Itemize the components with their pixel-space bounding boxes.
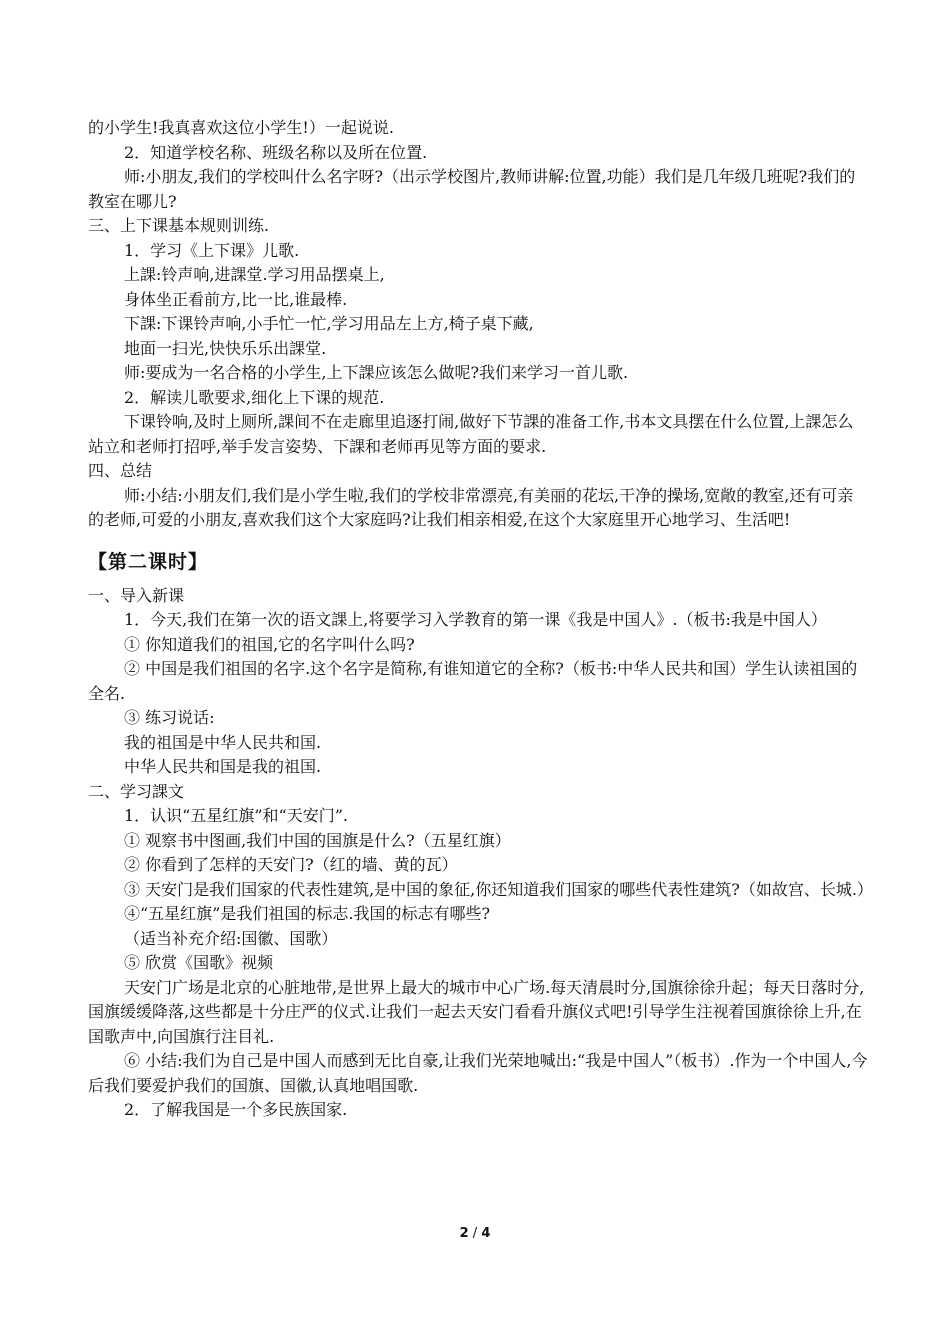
speaker-prefix: 师: xyxy=(124,485,146,505)
paragraph: 中华人民共和国是我的祖国. xyxy=(124,757,322,776)
song-line: 地面一扫光,快快乐乐出課堂. xyxy=(124,338,327,358)
paragraph: 2．知道学校名称、班级名称以及所在位置. xyxy=(124,142,428,162)
paragraph: 1．认识“五星红旗”和“天安门”. xyxy=(124,806,348,825)
paragraph: 2．了解我国是一个多民族国家. xyxy=(124,1100,348,1119)
total-pages: 4 xyxy=(481,1226,491,1241)
section-heading: 三、上下课基本规则训练. xyxy=(88,216,270,235)
paragraph: 师:小朋友,我们的学校叫什么名字呀?（出示学校图片,教师讲解:位置,功能）我们是几年级几班呢?我们的教室在哪儿? xyxy=(88,167,856,211)
paragraph: 1．今天,我们在第一次的语文課上,将要学习入学教育的第一课《我是中国人》.（板书:我是中国人） xyxy=(124,610,827,629)
paragraph: 1．学习《上下课》儿歌. xyxy=(124,240,300,260)
paragraph-text: 小结:小朋友们,我们是小学生啦,我们的学校非常漂亮,有美丽的花坛,干净的操场,宽敞的教室,还有可亲的老师,可爱的小朋友,喜欢我们这个大家庭吗?让我们相亲相爱,在这个大家庭里开心地学习、生活吧! xyxy=(88,485,854,529)
paragraph: 下课铃响,及时上厕所,課间不在走廊里追逐打闹,做好下节課的准备工作,书本文具摆在什么位置,上課怎么站立和老师打招呼,举手发言姿势、下課和老师再见等方面的要求. xyxy=(88,412,854,456)
section-heading: 二、学习課文 xyxy=(88,781,185,801)
paragraph: ⑥ 小结:我们为自己是中国人而感到无比自豪,让我们光荣地喊出:“我是中国人”（板书）.作为一个中国人,今后我们要爱护我们的国旗、国徽,认真地唱国歌. xyxy=(88,1051,868,1095)
document-body xyxy=(88,116,873,1123)
paragraph: ⑤ 欣赏《国歌》视频 xyxy=(124,953,274,972)
paragraph: ④“五星红旗”是我们祖国的标志.我国的标志有哪些? xyxy=(124,904,491,923)
current-page: 2 xyxy=(459,1226,469,1241)
paragraph: ② 中国是我们祖国的名字.这个名字是简称,有谁知道它的全称?（板书:中华人民共和国）学生认读祖国的全名. xyxy=(88,659,858,703)
paragraph: 的小学生!我真喜欢这位小学生!）一起说说. xyxy=(88,118,394,137)
song-line: 上課:铃声响,进課堂.学习用品摆桌上, xyxy=(124,265,385,284)
song-line: 下課:下课铃声响,小手忙一忙,学习用品左上方,椅子桌下藏, xyxy=(124,314,534,333)
paragraph: ③ 练习说话: xyxy=(124,708,215,727)
paragraph: ② 你看到了怎样的天安门?（红的墙、黄的瓦） xyxy=(124,855,458,874)
section-heading: 一、导入新课 xyxy=(88,585,185,605)
paragraph: 我的祖国是中华人民共和国. xyxy=(124,732,322,752)
section-heading: 四、总结 xyxy=(88,461,153,480)
paragraph: ① 你知道我们的祖国,它的名字叫什么吗? xyxy=(124,634,415,654)
paragraph: 师:要成为一名合格的小学生,上下課应该怎么做呢?我们来学习一首儿歌. xyxy=(124,363,629,382)
paragraph: ③ 天安门是我们国家的代表性建筑,是中国的象征,你还知道我们国家的哪些代表性建筑?（如故宫、长城.） xyxy=(124,879,873,899)
page-separator: / xyxy=(472,1226,478,1241)
paragraph: 天安门广场是北京的心脏地带,是世界上最大的城市中心广场.每天清晨时分,国旗徐徐升起；每天日落时分,国旗缓缓降落,这些都是十分庄严的仪式.让我们一起去天安门看看升旗仪式吧!引导学生注视着国旗徐徐上升,在国歌声中,向国旗行注目礼. xyxy=(88,977,865,1046)
song-line: 身体坐正看前方,比一比,谁最棒. xyxy=(124,289,348,309)
paragraph: ① 观察书中图画,我们中国的国旗是什么?（五星红旗） xyxy=(124,830,511,850)
paragraph: 2．解读儿歌要求,细化上下课的规范. xyxy=(124,387,385,407)
page-number xyxy=(0,1226,950,1241)
paragraph: （适当补充介绍:国徽、国歌） xyxy=(124,928,338,948)
paragraph xyxy=(88,484,868,533)
lesson-heading: 【第二课时】 xyxy=(88,550,209,573)
